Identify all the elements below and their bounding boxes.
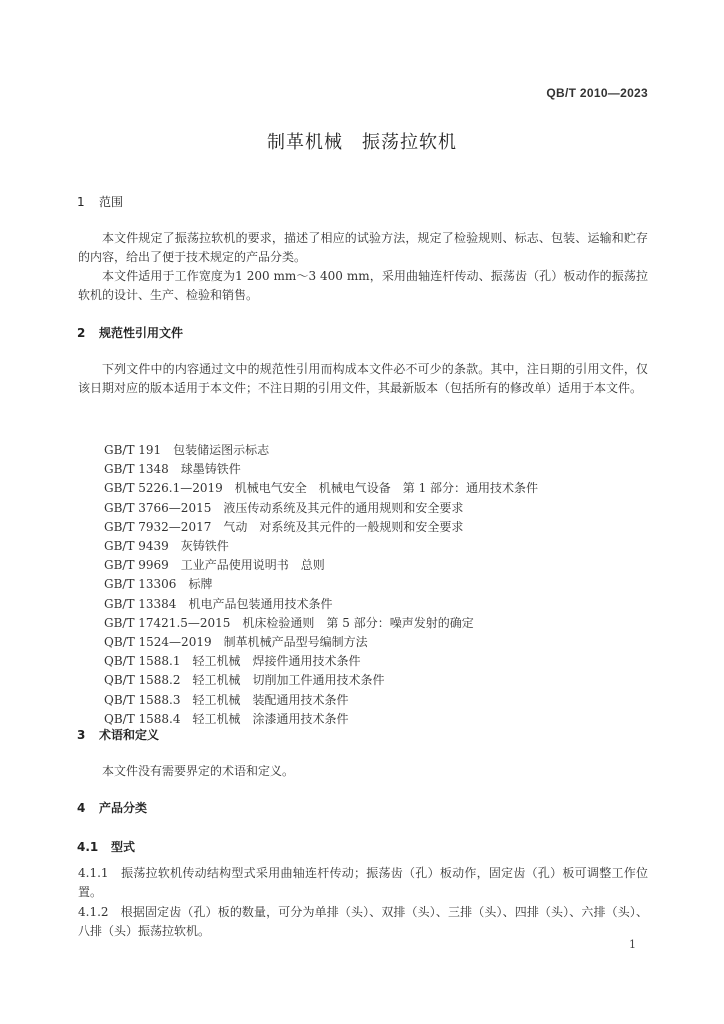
subsection-number: 4.1: [77, 840, 99, 854]
section-number: 1: [77, 195, 85, 209]
section-number: 4: [77, 801, 86, 815]
reference-item: GB/T 13384 机电产品包装通用技术条件: [104, 596, 333, 611]
reference-item: QB/T 1588.3 轻工机械 装配通用技术条件: [104, 692, 349, 707]
section-4-heading: [77, 799, 147, 816]
reference-item: GB/T 9439 灰铸铁件: [104, 539, 229, 554]
reference-item: GB/T 191 包装储运图示标志: [104, 443, 270, 457]
clause-text: 根据固定齿（孔）板的数量，可分为单排（头）、双排（头）、三排（头）、四排（头）、六排（头）、八排（头）振荡拉软机。: [78, 905, 648, 938]
subsection-title: 型式: [111, 840, 136, 854]
section-3-heading: [77, 726, 159, 743]
reference-item: QB/T 1588.4 轻工机械 涂漆通用技术条件: [104, 711, 349, 726]
clause-text: 振荡拉软机传动结构型式采用曲轴连杆传动；振荡齿（孔）板动作，固定齿（孔）板可调整工作位置。: [78, 866, 648, 899]
section-1-paragraph-1: 本文件规定了振荡拉软机的要求，描述了相应的试验方法，规定了检验规则、标志、包装、运输和贮存的内容，给出了便于技术规定的产品分类。: [78, 231, 648, 264]
section-title: 规范性引用文件: [99, 326, 184, 340]
reference-item: QB/T 1588.1 轻工机械 焊接件通用技术条件: [104, 654, 361, 669]
clause-number: 4.1.1: [78, 866, 109, 880]
reference-item: QB/T 1524—2019 制革机械产品型号编制方法: [104, 635, 368, 650]
section-2-heading: [77, 324, 183, 341]
reference-item: GB/T 17421.5—2015 机床检验通则 第 5 部分：噪声发射的确定: [104, 615, 474, 630]
reference-item: GB/T 9969 工业产品使用说明书 总则: [104, 558, 325, 573]
section-number: 3: [77, 728, 86, 742]
section-title: 范围: [99, 195, 124, 209]
reference-item: GB/T 13306 标牌: [104, 577, 213, 592]
clause-4-1-1: [78, 864, 648, 902]
clause-number: 4.1.2: [78, 905, 109, 919]
section-title: 产品分类: [99, 801, 148, 815]
reference-item: GB/T 7932—2017 气动 对系统及其元件的一般规则和安全要求: [104, 519, 464, 534]
section-2-paragraph-1: 下列文件中的内容通过文中的规范性引用而构成本文件必不可少的条款。其中，注日期的引用文件，仅该日期对应的版本适用于本文件；不注日期的引用文件，其最新版本（包括所有的修改单）适用于本文件。: [78, 362, 648, 395]
section-1-heading: [77, 193, 123, 210]
section-1-paragraph-2: 本文件适用于工作宽度为1 200 mm～3 400 mm，采用曲轴连杆传动、振荡齿（孔）板动作的振荡拉软机的设计、生产、检验和销售。: [78, 269, 648, 302]
reference-item: GB/T 5226.1—2019 机械电气安全 机械电气设备 第 1 部分：通用技术条件: [104, 481, 539, 496]
page-number: 1: [629, 938, 636, 951]
reference-item: QB/T 1588.2 轻工机械 切削加工件通用技术条件: [104, 673, 385, 688]
document-title: 制革机械 振荡拉软机: [267, 132, 457, 153]
standard-code: QB/T 2010—2023: [546, 86, 648, 100]
clause-4-1-2: [78, 903, 648, 941]
subsection-4-1-heading: [77, 838, 135, 855]
section-number: 2: [77, 326, 86, 340]
reference-item: GB/T 1348 球墨铸铁件: [104, 462, 241, 477]
normative-references-list: [104, 441, 538, 729]
section-3-paragraph-1: 本文件没有需要界定的术语和定义。: [102, 764, 295, 778]
reference-item: GB/T 3766—2015 液压传动系统及其元件的通用规则和安全要求: [104, 500, 464, 515]
section-title: 术语和定义: [99, 728, 160, 742]
